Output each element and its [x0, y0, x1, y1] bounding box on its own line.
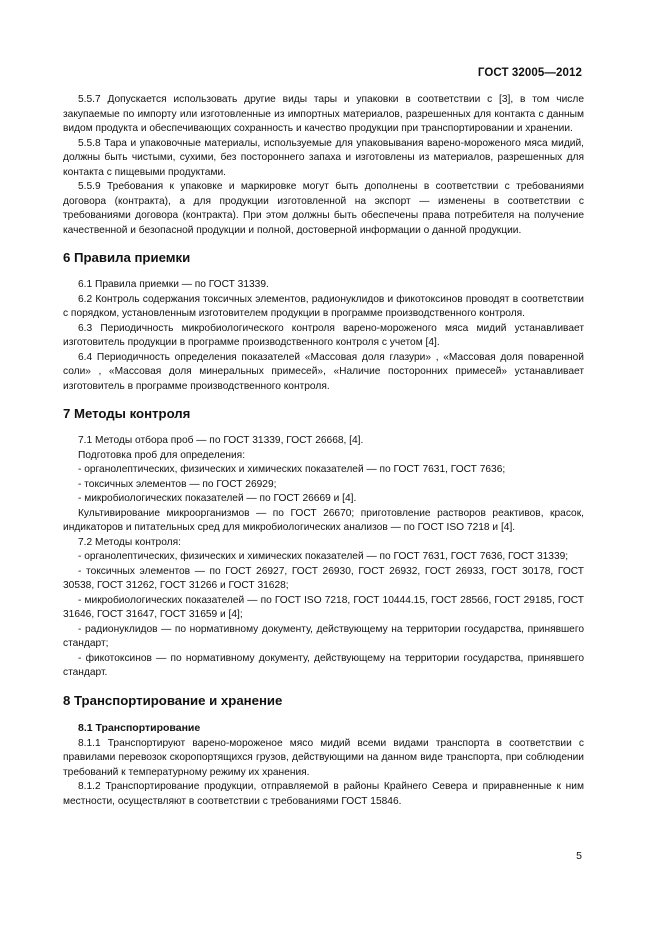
page-body [63, 93, 584, 809]
clause-6-1: 6.1 Правила приемки — по ГОСТ 31339. [78, 279, 269, 290]
control-method-item: - радионуклидов — по нормативному документу, действующему на территории государства, принявшего стандарт; [63, 623, 584, 649]
control-method-item: - органолептических, физических и химических показателей — по ГОСТ 7631, ГОСТ 7636, ГОСТ 31339; [78, 551, 569, 562]
sample-prep-item: - органолептических, физических и химических показателей — по ГОСТ 7631, ГОСТ 7636; [78, 464, 506, 475]
clause-5-5-9: 5.5.9 Требования к упаковке и маркировке могут быть дополнены в соответствии с требованиями договора (контракта), а для продукции изготовленной на экспорт — изменены в соответствии с требованиями договора (контракта). При этом должны быть обеспечены права потребителя на получение качественной и безопасной продукции и полной, достоверной информации о данной продукции. [63, 181, 584, 236]
control-method-item: - токсичных элементов — по ГОСТ 26927, ГОСТ 26930, ГОСТ 26932, ГОСТ 26933, ГОСТ 30178, ГОСТ 30538, ГОСТ 31262, ГОСТ 31266 и ГОСТ 31628; [63, 565, 584, 591]
clause-5-5-7: 5.5.7 Допускается использовать другие виды тары и упаковки в соответствии с [3], в том числе закупаемые по импорту или изготовленные из импортных материалов, разрешенных для контакта с данным видом продукта и обеспечивающих сохранность и качество продукции при транспортировании и хранении. [63, 94, 584, 134]
clause-5-5-8: 5.5.8 Тара и упаковочные материалы, используемые для упаковывания варено-мороженого мяса мидий, должны быть чистыми, сухими, без постороннего запаха и изготовлены из материалов, разрешенных для контакта с пищевыми продуктами. [63, 137, 584, 178]
section-7-heading: 7 Методы контроля [63, 406, 191, 421]
subsection-8-1-heading: 8.1 Транспортирование [78, 721, 201, 734]
clause-7-1: 7.1 Методы отбора проб — по ГОСТ 31339, ГОСТ 26668, [4]. [78, 435, 364, 446]
control-method-item: - фикотоксинов — по нормативному документу, действующему на территории государства, принявшего стандарт. [63, 652, 584, 678]
sample-prep-intro: Подготовка проб для определения: [78, 449, 246, 461]
control-method-item: - микробиологических показателей — по ГОСТ ISO 7218, ГОСТ 10444.15, ГОСТ 28566, ГОСТ 29185, ГОСТ 31646, ГОСТ 31647, ГОСТ 31659 и [4]; [63, 594, 584, 620]
cultivation-paragraph: Культивирование микроорганизмов — по ГОСТ 26670; приготовление растворов реактивов, красок, индикаторов и питательных сред для микробиологических анализов — по ГОСТ ISO 7218 и [4]. [63, 507, 584, 533]
sample-prep-item: - микробиологических показателей — по ГОСТ 26669 и [4]. [78, 493, 357, 504]
clause-8-1-1: 8.1.1 Транспортируют варено-мороженое мясо мидий всеми видами транспорта в соответствии с правилами перевозок скоропортящихся грузов, действующими на данном виде транспорта, при соблюдении требований к температурному режиму их хранения. [63, 737, 584, 778]
sample-prep-item: - токсичных элементов — по ГОСТ 26929; [78, 478, 277, 490]
section-8-heading: 8 Транспортирование и хранение [63, 692, 283, 708]
clause-6-4: 6.4 Периодичность определения показателей «Массовая доля глазури» , «Массовая доля поваренной соли» , «Массовая доля минеральных примесей», «Наличие посторонних примесей» устанавливает изготовитель в программе производственного контроля. [63, 351, 584, 392]
document-id-header: ГОСТ 32005—2012 [477, 67, 582, 79]
section-6-heading: 6 Правила приемки [63, 250, 191, 265]
clause-6-2: 6.2 Контроль содержания токсичных элементов, радионуклидов и фикотоксинов проводят в соответствии с порядком, установленным изготовителем продукции в программе производственного контроля. [63, 293, 584, 319]
clause-7-2: 7.2 Методы контроля: [78, 536, 181, 548]
page-number: 5 [576, 850, 582, 862]
clause-6-3: 6.3 Периодичность микробиологического контроля варено-мороженого мяса мидий устанавливает изготовитель продукции в программе производственного контроля с учетом [4]. [63, 322, 584, 348]
clause-8-1-2: 8.1.2 Транспортирование продукции, отправляемой в районы Крайнего Севера и приравненные к ним местности, осуществляют в соответствии с требованиями ГОСТ 15846. [63, 781, 584, 807]
